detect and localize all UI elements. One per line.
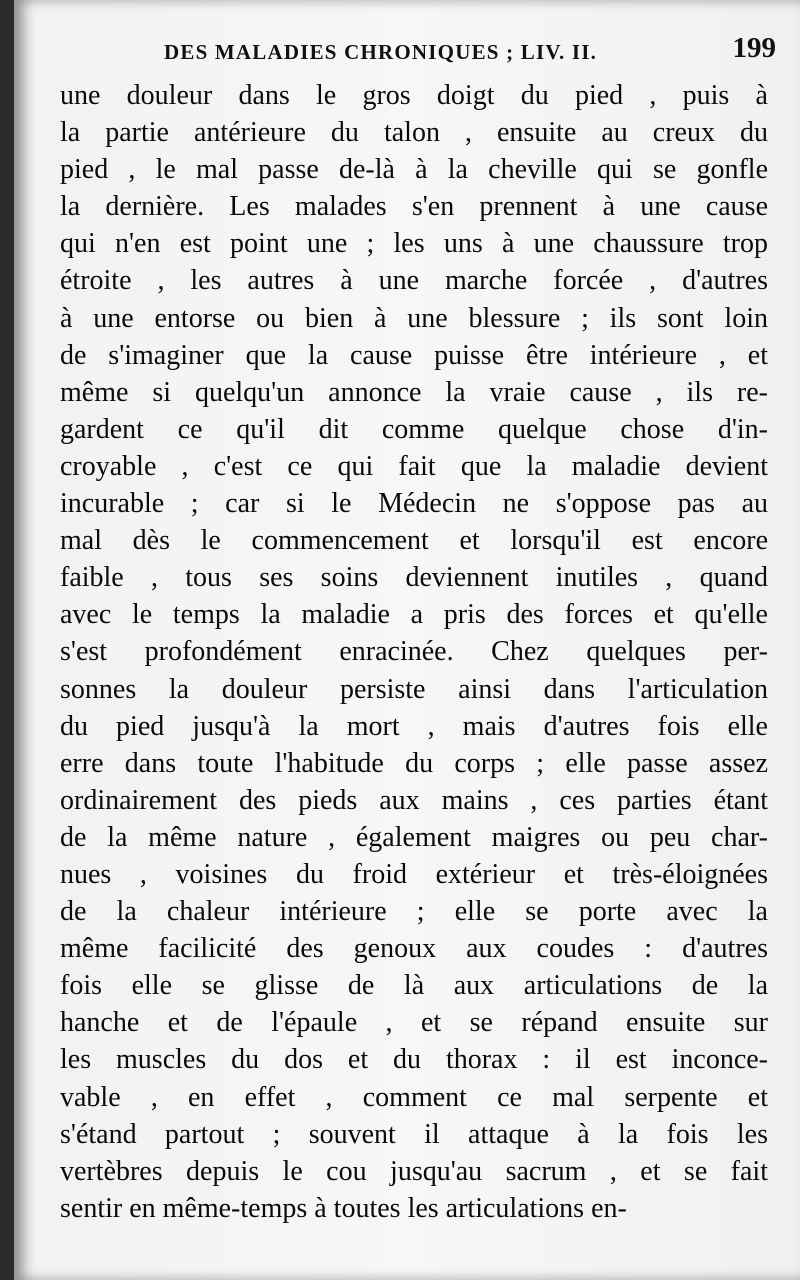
text-line: ordinairement des pieds aux mains , ces parties étant <box>60 784 768 816</box>
text-line: qui n'en est point une ; les uns à une chaussure trop <box>60 228 768 260</box>
text-line: même si quelqu'un annonce la vraie cause , ils re- <box>60 376 768 408</box>
text-line: la dernière. Les malades s'en prennent à une cause <box>60 191 768 223</box>
text-line: pied , le mal passe de-là à la cheville qui se gonfle <box>60 154 768 186</box>
text-line: avec le temps la maladie a pris des forces et qu'elle <box>60 599 768 631</box>
text-line: sentir en même-temps à toutes les articulations en- <box>60 1192 627 1224</box>
text-line: une douleur dans le gros doigt du pied , puis à <box>60 80 768 111</box>
text-line: faible , tous ses soins deviennent inutiles , quand <box>60 562 768 594</box>
text-line: hanche et de l'épaule , et se répand ensuite sur <box>60 1007 768 1039</box>
text-line: les muscles du dos et du thorax : il est inconce- <box>60 1044 768 1076</box>
book-page <box>14 0 800 1280</box>
page-number: 199 <box>732 32 776 64</box>
text-line: s'étand partout ; souvent il attaque à la fois les <box>60 1118 768 1150</box>
text-line: nues , voisines du froid extérieur et très-éloignées <box>60 858 768 890</box>
text-line: mal dès le commencement et lorsqu'il est encore <box>60 525 768 557</box>
text-line: étroite , les autres à une marche forcée , d'autres <box>60 265 768 297</box>
text-line: vertèbres depuis le cou jusqu'au sacrum , et se fait <box>60 1155 768 1187</box>
text-line: incurable ; car si le Médecin ne s'oppose pas au <box>60 488 768 520</box>
running-head: DES MALADIES CHRONIQUES ; LIV. II. <box>164 40 598 64</box>
text-line: s'est profondément enracinée. Chez quelques per- <box>60 636 768 668</box>
text-line: de la chaleur intérieure ; elle se porte avec la <box>60 896 768 928</box>
text-line: fois elle se glisse de là aux articulations de la <box>60 970 768 1002</box>
body-text <box>60 77 768 1227</box>
text-line: gardent ce qu'il dit comme quelque chose d'in- <box>60 413 768 445</box>
text-line: du pied jusqu'à la mort , mais d'autres fois elle <box>60 710 768 742</box>
text-line: sonnes la douleur persiste ainsi dans l'articulation <box>60 673 768 705</box>
text-line: vable , en effet , comment ce mal serpente et <box>60 1081 768 1113</box>
text-line: la partie antérieure du talon , ensuite au creux du <box>60 117 768 149</box>
text-line: de s'imaginer que la cause puisse être intérieure , et <box>60 339 768 371</box>
page-header <box>164 32 776 76</box>
text-line: même facilicité des genoux aux coudes : d'autres <box>60 933 768 965</box>
text-line: erre dans toute l'habitude du corps ; elle passe assez <box>60 747 768 779</box>
text-line: de la même nature , également maigres ou peu char- <box>60 821 768 853</box>
text-line: à une entorse ou bien à une blessure ; ils sont loin <box>60 302 768 334</box>
text-line: croyable , c'est ce qui fait que la maladie devient <box>60 450 768 482</box>
